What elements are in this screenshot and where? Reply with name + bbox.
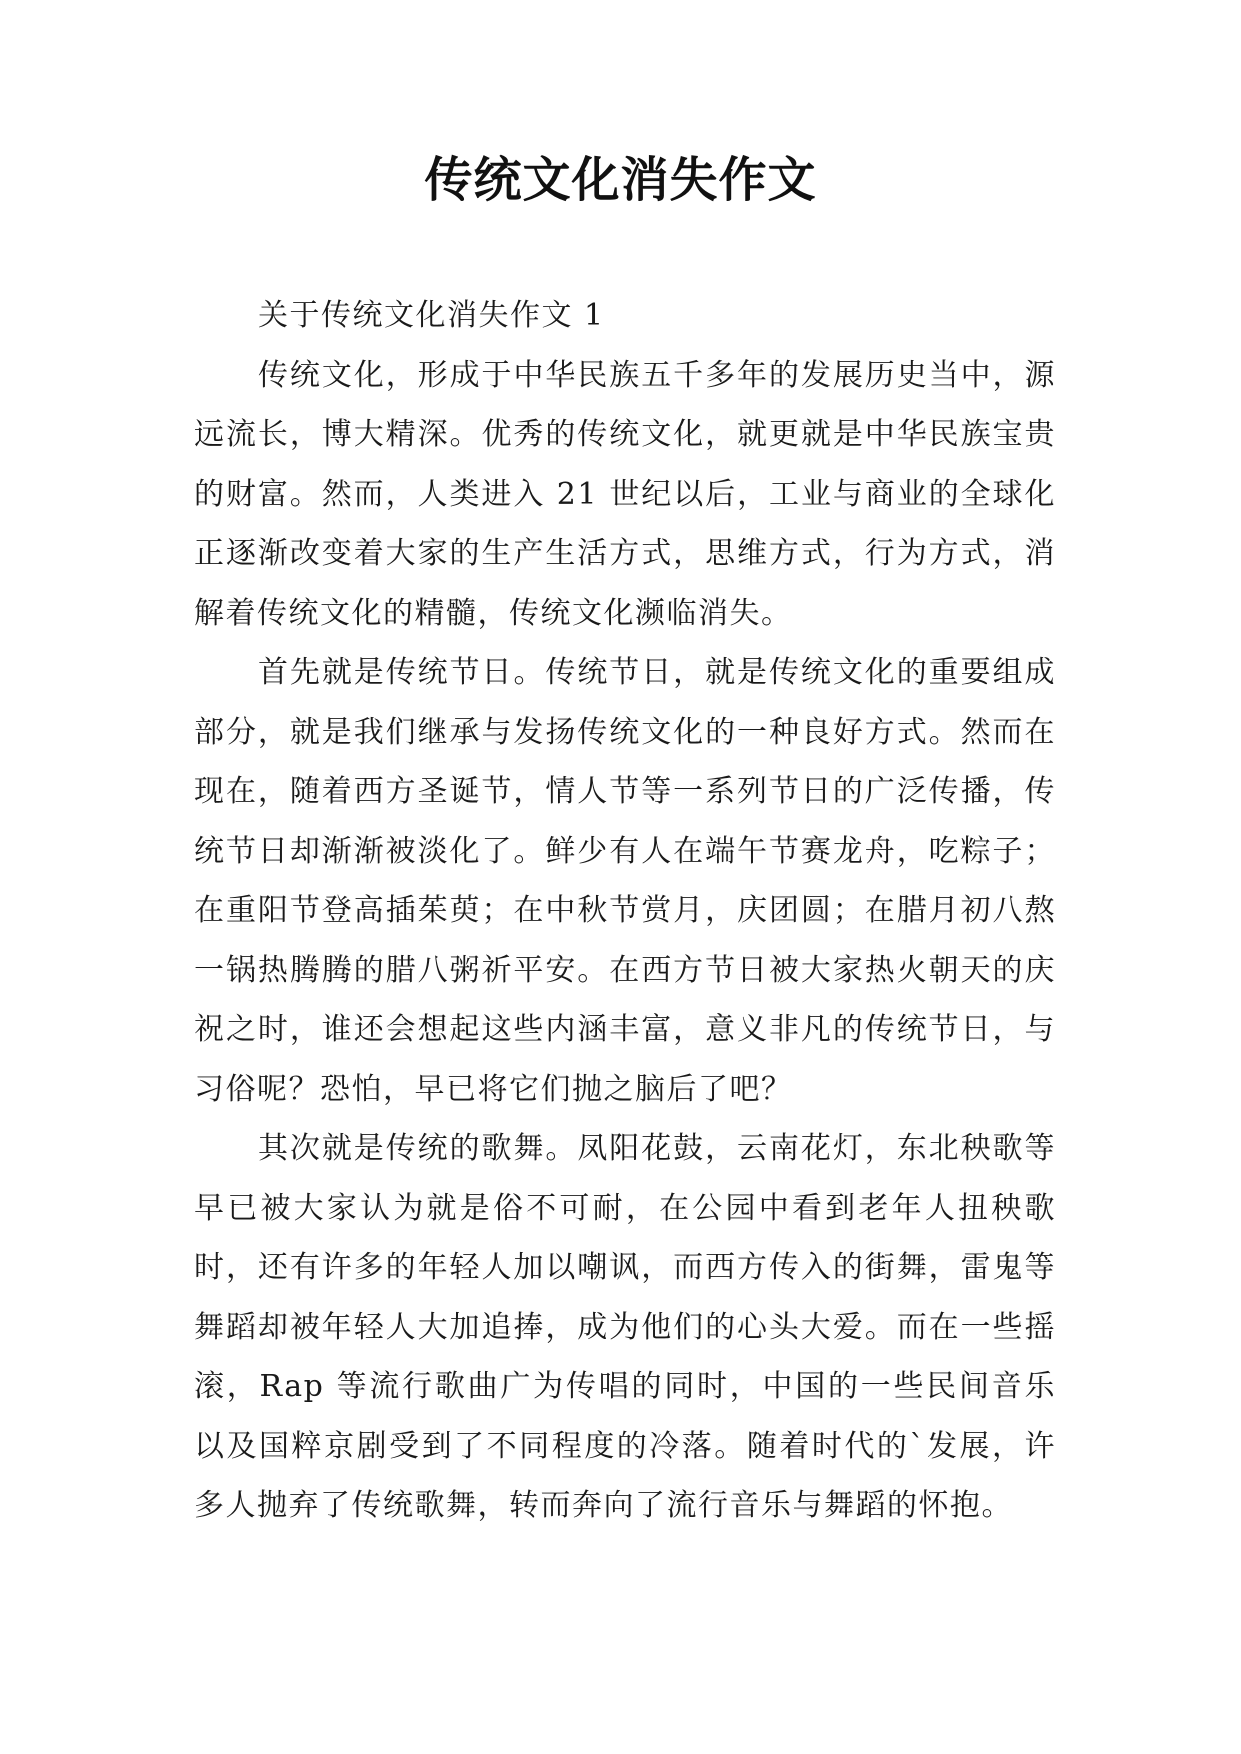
paragraph-traditional-songs-dances: 其次就是传统的歌舞。凤阳花鼓，云南花灯，东北秧歌等早已被大家认为就是俗不可耐，在公园中看到老年人扭秧歌时，还有许多的年轻人加以嘲讽，而西方传入的街舞，雷鬼等舞蹈却被年轻人大加追捧，成为他们的心头大爱。而在一些摇滚，Rap 等流行歌曲广为传唱的同时，中国的一些民间音乐以及国粹京剧受到了不同程度的冷落。随着时代的`发展，许多人抛弃了传统歌舞，转而奔向了流行音乐与舞蹈的怀抱。 xyxy=(194,1131,1056,1523)
page-title: 传统文化消失作文 xyxy=(424,152,817,208)
paragraph-traditional-festivals: 首先就是传统节日。传统节日，就是传统文化的重要组成部分，就是我们继承与发扬传统文化的一种良好方式。然而在现在，随着西方圣诞节，情人节等一系列节日的广泛传播，传统节日却渐渐被淡化了。鲜少有人在端午节赛龙舟，吃粽子；在重阳节登高插茱萸；在中秋节赏月，庆团圆；在腊月初八熬一锅热腾腾的腊八粥祈平安。在西方节日被大家热火朝天的庆祝之时，谁还会想起这些内涵丰富，意义非凡的传统节日，与习俗呢？恐怕，早已将它们抛之脑后了吧？ xyxy=(194,655,1056,1107)
essay-body xyxy=(194,286,1056,1536)
paragraph-introduction: 传统文化，形成于中华民族五千多年的发展历史当中，源远流长，博大精深。优秀的传统文化，就更就是中华民族宝贵的财富。然而，人类进入 21 世纪以后，工业与商业的全球化正逐渐改变着大家的生产生活方式，思维方式，行为方式，消解着传统文化的精髓，传统文化濒临消失。 xyxy=(194,357,1056,631)
essay-subheading: 关于传统文化消失作文 1 xyxy=(258,298,605,333)
